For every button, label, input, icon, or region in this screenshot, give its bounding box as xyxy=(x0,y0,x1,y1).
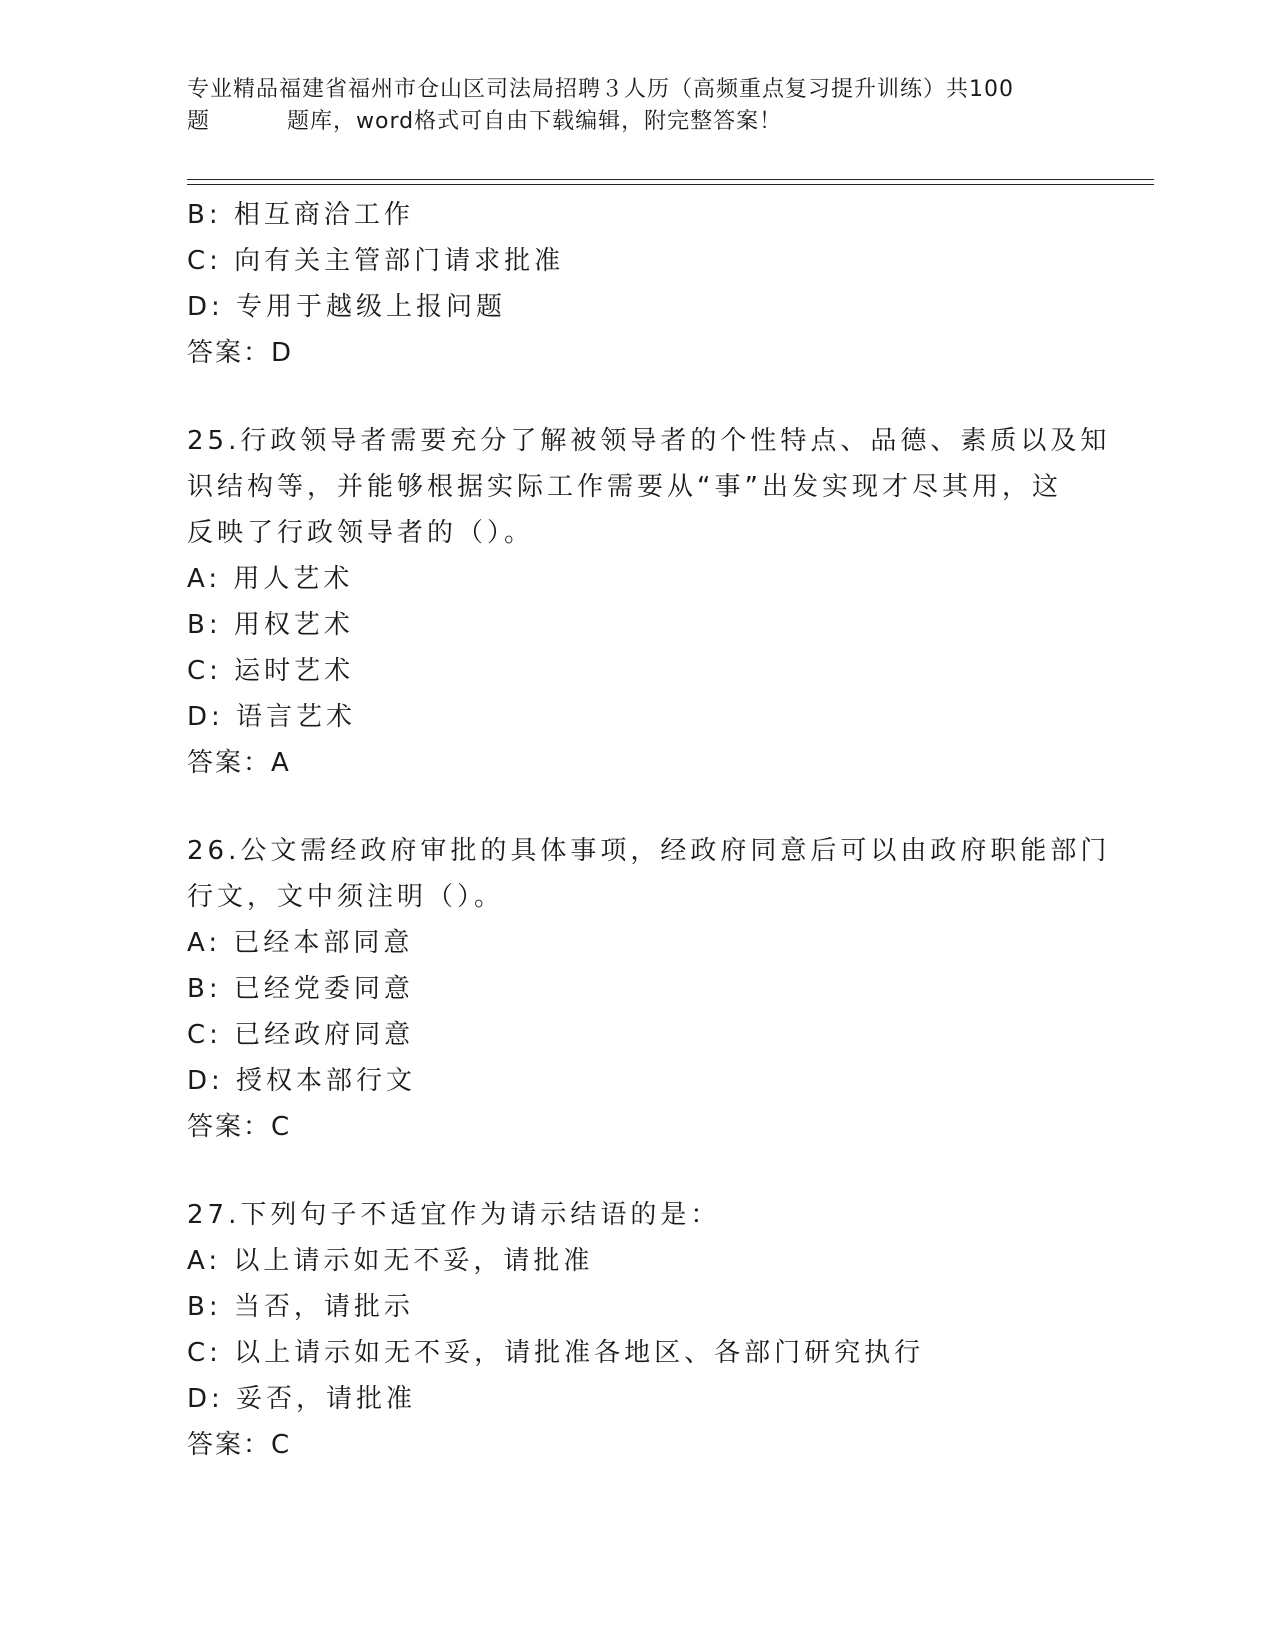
question-text-line: 识结构等，并能够根据实际工作需要从“事”出发实现才尽其用，这 xyxy=(187,472,1062,502)
answer: 答案：C xyxy=(187,1112,292,1142)
option-d: D: 授权本部行文 xyxy=(187,1066,417,1096)
option-d: D: 专用于越级上报问题 xyxy=(187,292,507,322)
header-title-line-2-text: 题库，word格式可自由下载编辑，附完整答案！ xyxy=(287,109,783,134)
option-d: D: 语言艺术 xyxy=(187,702,357,732)
option-b: B: 当否，请批示 xyxy=(187,1292,414,1322)
question-26 xyxy=(187,828,1111,1150)
spacer xyxy=(187,376,1087,418)
option-c: C: 向有关主管部门请求批准 xyxy=(187,246,565,276)
answer: 答案：A xyxy=(187,748,291,778)
option-a: A: 用人艺术 xyxy=(187,564,354,594)
question-24-continuation xyxy=(187,192,1087,376)
document-header xyxy=(187,74,1087,138)
option-b: B: 用权艺术 xyxy=(187,610,354,640)
answer: 答案：D xyxy=(187,338,294,368)
question-27 xyxy=(187,1192,1087,1468)
option-c: C: 以上请示如无不妥，请批准各地区、各部门研究执行 xyxy=(187,1338,925,1368)
question-25 xyxy=(187,418,1111,786)
option-d: D: 妥否，请批准 xyxy=(187,1384,417,1414)
option-c: C: 已经政府同意 xyxy=(187,1020,415,1050)
option-a: A: 以上请示如无不妥，请批准 xyxy=(187,1246,594,1276)
header-divider-top xyxy=(187,179,1154,180)
header-title-line-1: 专业精品福建省福州市仓山区司法局招聘３人历（高频重点复习提升训练）共100 xyxy=(187,77,1014,102)
header-divider-bottom xyxy=(187,184,1154,185)
question-text-line: 26.公文需经政府审批的具体事项，经政府同意后可以由政府职能部门 xyxy=(187,836,1111,866)
header-title-line-2 xyxy=(187,106,1087,138)
question-text-line: 反映了行政领导者的（）。 xyxy=(187,518,535,548)
answer: 答案：C xyxy=(187,1430,292,1460)
header-title-line-2-prefix: 题 xyxy=(187,109,211,134)
spacer xyxy=(187,1150,1087,1192)
option-b: B: 已经党委同意 xyxy=(187,974,414,1004)
spacer xyxy=(187,786,1087,828)
question-text-line: 25.行政领导者需要充分了解被领导者的个性特点、品德、素质以及知 xyxy=(187,426,1111,456)
option-a: A: 已经本部同意 xyxy=(187,928,414,958)
question-text-line: 行文，文中须注明（）。 xyxy=(187,882,505,912)
option-c: C: 运时艺术 xyxy=(187,656,355,686)
document-content xyxy=(187,192,1111,1468)
option-b: B: 相互商洽工作 xyxy=(187,200,414,230)
question-text-line: 27.下列句子不适宜作为请示结语的是： xyxy=(187,1200,721,1230)
